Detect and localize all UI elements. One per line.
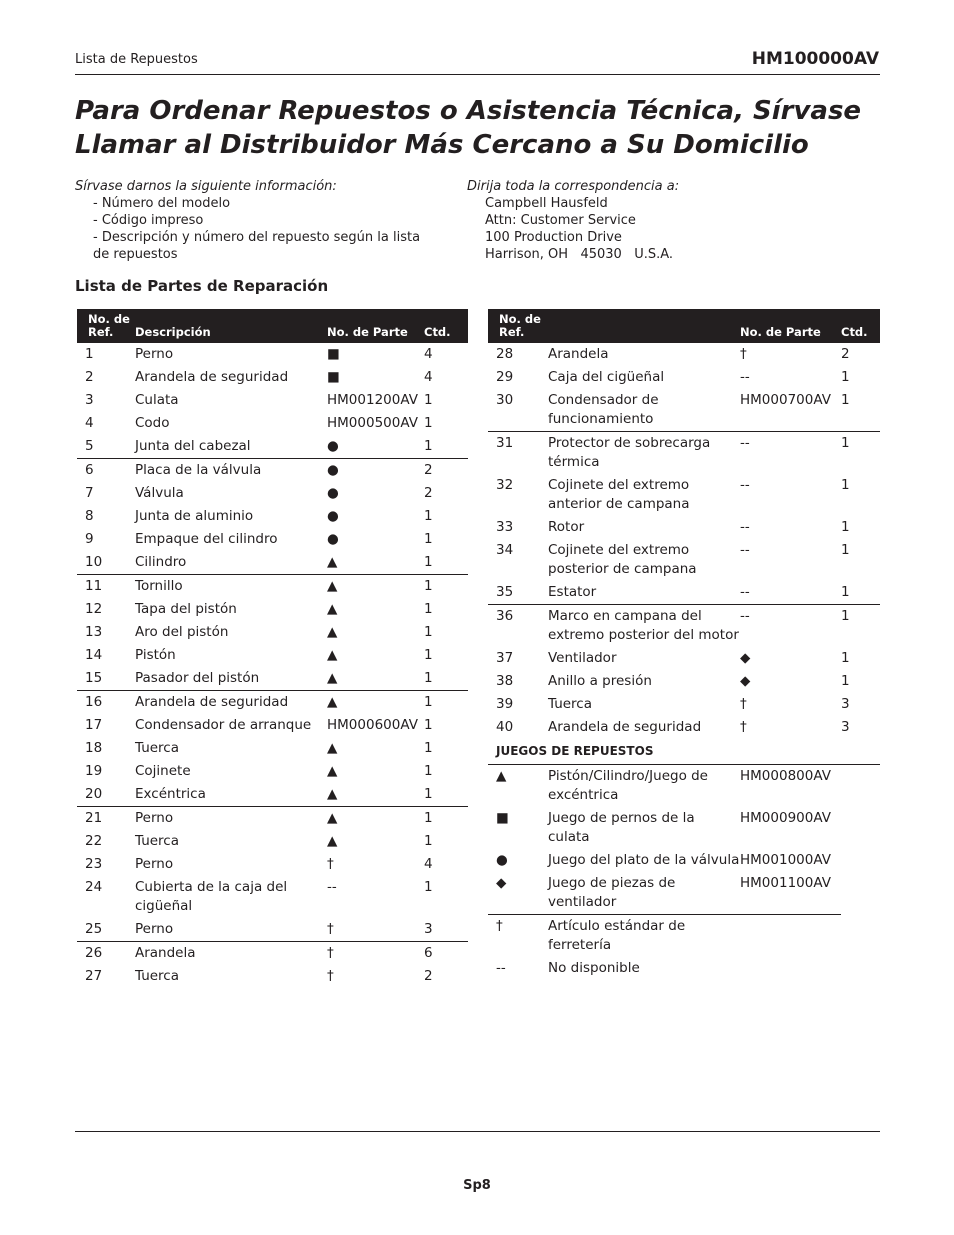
part-number: --: [740, 519, 750, 535]
part-quantity: 1: [424, 415, 433, 431]
ref-number: 21: [85, 810, 103, 826]
empty-cell: [841, 849, 880, 872]
part-description: Placa de la válvula: [135, 462, 262, 478]
part-description: Válvula: [135, 485, 184, 501]
part-quantity: 1: [841, 369, 850, 385]
empty-cell: [841, 957, 880, 980]
table-row: [488, 366, 880, 389]
part-quantity: 1: [424, 717, 433, 733]
ref-number: 2: [85, 369, 94, 385]
part-number: --: [740, 608, 750, 624]
part-quantity: 1: [424, 810, 433, 826]
ref-number: 18: [85, 740, 103, 756]
part-number: --: [740, 477, 750, 493]
table-row: [77, 528, 468, 551]
part-number: ▲: [327, 667, 424, 691]
kit-row: [488, 849, 880, 872]
correspondence-intro: Dirija toda la correspondencia a:: [467, 179, 680, 194]
ref-number: 17: [85, 717, 103, 733]
table-row: [77, 598, 468, 621]
part-number: ▲: [327, 694, 338, 710]
part-quantity: 1: [841, 581, 880, 605]
table-row: [77, 621, 468, 644]
table-row: [77, 853, 468, 876]
kit-symbol: ●: [496, 852, 508, 868]
part-number: ■: [327, 346, 340, 362]
part-quantity: 1: [424, 647, 433, 663]
part-number: †: [327, 918, 424, 942]
part-quantity: 1: [424, 783, 468, 807]
table-row: [77, 343, 468, 366]
part-quantity: 2: [424, 968, 433, 984]
part-quantity: 1: [424, 740, 433, 756]
legend-row: [488, 915, 880, 958]
kit-row: [488, 872, 880, 915]
ref-number: 5: [77, 435, 135, 459]
legend-row: [488, 957, 880, 980]
part-number: †: [740, 346, 747, 362]
part-quantity: 4: [424, 346, 433, 362]
table-row: [488, 670, 880, 693]
table-row: [77, 575, 468, 599]
part-number: HM000700AV: [740, 389, 841, 432]
part-number: †: [327, 856, 334, 872]
header-section-label: Lista de Repuestos: [75, 52, 198, 67]
part-number: ▲: [327, 783, 424, 807]
part-quantity: 3: [841, 696, 850, 712]
address-line: Attn: Customer Service: [485, 213, 636, 228]
ref-number: 8: [85, 508, 94, 524]
col-header-qty: Ctd.: [424, 309, 468, 343]
part-number: ▲: [327, 763, 338, 779]
part-description: Tapa del pistón: [135, 601, 237, 617]
legend-symbol: †: [496, 918, 503, 934]
ref-number: 34: [496, 542, 514, 558]
ref-number: 4: [85, 415, 94, 431]
ref-number: 10: [77, 551, 135, 575]
table-row: [77, 830, 468, 853]
ref-number: 7: [85, 485, 94, 501]
ref-number: 24: [85, 879, 103, 895]
part-quantity: 1: [841, 542, 850, 558]
empty-cell: [740, 915, 841, 958]
part-number: †: [740, 719, 747, 735]
ref-number: 37: [496, 650, 514, 666]
part-description: Cilindro: [135, 551, 327, 575]
table-row: [77, 807, 468, 831]
part-description: Culata: [135, 392, 179, 408]
kit-symbol: ◆: [488, 872, 548, 915]
kit-description: Juego del plato de la válvula: [548, 852, 740, 868]
ref-number: 22: [85, 833, 103, 849]
part-quantity: 1: [841, 435, 850, 451]
parts-table-right: [488, 309, 880, 980]
table-row: [77, 760, 468, 783]
part-quantity: 3: [424, 918, 468, 942]
info-request-item: - Código impreso: [93, 213, 204, 228]
col-header-ref: No. de Ref.: [77, 309, 135, 343]
part-description: Caja del cigüeñal: [548, 369, 665, 385]
part-quantity: 2: [424, 485, 433, 501]
kit-symbol: ▲: [496, 768, 507, 784]
ref-number: 26: [85, 945, 103, 961]
part-number: ◆: [740, 673, 751, 689]
table-row: [77, 389, 468, 412]
part-description: Perno: [135, 810, 174, 826]
part-quantity: 1: [841, 519, 850, 535]
ref-number: 29: [496, 369, 514, 385]
part-number: --: [327, 879, 337, 895]
part-quantity: 1: [424, 531, 433, 547]
part-quantity: 1: [424, 763, 433, 779]
ref-number: 31: [496, 435, 514, 451]
header-model-number: HM100000AV: [751, 49, 879, 69]
table-row: [488, 539, 880, 581]
part-number: --: [740, 435, 750, 451]
table-row: [488, 693, 880, 716]
part-quantity: 1: [841, 673, 850, 689]
part-number: ●: [327, 435, 424, 459]
part-quantity: 4: [424, 856, 433, 872]
parts-table-left-body: [77, 343, 468, 988]
part-description: Arandela: [135, 945, 196, 961]
col-header-desc: [548, 309, 740, 343]
table-row: [77, 783, 468, 807]
kit-description: Juego de pernos de la culata: [548, 810, 695, 845]
kit-part-number: HM001000AV: [740, 852, 831, 868]
part-description: Aro del pistón: [135, 624, 229, 640]
table-row: [77, 714, 468, 737]
part-description: Cojinete: [135, 763, 191, 779]
table-row: [488, 647, 880, 670]
part-number: ▲: [327, 740, 338, 756]
ref-number: 28: [496, 346, 514, 362]
part-description: Condensador de arranque: [135, 717, 312, 733]
table-row: [488, 432, 880, 475]
part-number: ●: [327, 508, 339, 524]
kit-row: [488, 765, 880, 808]
part-number: --: [740, 369, 750, 385]
ref-number: 33: [496, 519, 514, 535]
table-row: [488, 474, 880, 516]
ref-number: 38: [496, 673, 514, 689]
table-row: [77, 551, 468, 575]
part-quantity: 1: [424, 694, 433, 710]
table-row: [77, 918, 468, 942]
col-header-desc: Descripción: [135, 309, 327, 343]
ref-number: 11: [85, 578, 103, 594]
part-number: ●: [327, 531, 339, 547]
page-title: Para Ordenar Repuestos o Asistencia Técnica, Sírvase Llamar al Distribuidor Más Cercano a Su Domicilio: [75, 96, 862, 160]
table-row: [488, 581, 880, 605]
ref-number: 20: [77, 783, 135, 807]
col-header-part: No. de Parte: [740, 309, 841, 343]
info-request-item: - Descripción y número del repuesto según la lista de repuestos: [93, 230, 421, 262]
ref-number: 6: [85, 462, 94, 478]
empty-cell: [841, 807, 880, 849]
correspondence-block: [467, 178, 679, 263]
part-number: ◆: [740, 650, 751, 666]
part-quantity: 1: [424, 667, 468, 691]
part-description: Junta del cabezal: [135, 435, 327, 459]
part-quantity: 3: [841, 719, 850, 735]
ref-number: 35: [488, 581, 548, 605]
part-description: Rotor: [548, 519, 585, 535]
part-number: ▲: [327, 833, 338, 849]
ref-number: 14: [85, 647, 103, 663]
legend-description: Artículo estándar de ferretería: [548, 918, 686, 953]
part-description: Tuerca: [135, 740, 180, 756]
kit-part-number: HM000800AV: [740, 768, 831, 784]
part-number: †: [327, 945, 334, 961]
kits-heading-row: [488, 739, 880, 765]
part-quantity: 2: [424, 462, 433, 478]
kits-heading: JUEGOS DE REPUESTOS: [488, 739, 880, 765]
part-quantity: 1: [424, 624, 433, 640]
ref-number: 12: [85, 601, 103, 617]
table-row: [77, 366, 468, 389]
part-description: Cojinete del extremo posterior de campana: [548, 542, 697, 577]
part-quantity: 1: [424, 833, 433, 849]
part-description: Junta de aluminio: [135, 508, 254, 524]
table-row: [77, 876, 468, 918]
empty-cell: [841, 915, 880, 958]
ref-number: 9: [85, 531, 94, 547]
part-number: †: [740, 696, 747, 712]
part-quantity: 1: [424, 508, 433, 524]
part-quantity: 1: [841, 389, 880, 432]
part-description: Ventilador: [548, 650, 617, 666]
empty-cell: [841, 872, 880, 915]
ref-number: 1: [85, 346, 94, 362]
part-description: Empaque del cilindro: [135, 531, 278, 547]
part-quantity: 1: [424, 578, 433, 594]
address-line: Campbell Hausfeld: [485, 196, 608, 211]
kit-part-number: HM001100AV: [740, 872, 841, 915]
ref-number: 19: [85, 763, 103, 779]
parts-table-left: [77, 309, 468, 988]
info-request-item: - Número del modelo: [93, 196, 231, 211]
part-quantity: 1: [841, 477, 850, 493]
part-number: ▲: [327, 624, 338, 640]
col-header-ref: No. de Ref.: [488, 309, 548, 343]
part-number: HM000600AV: [327, 717, 418, 733]
kit-part-number: HM000900AV: [740, 810, 831, 826]
part-description: Arandela de seguridad: [548, 719, 702, 735]
address-line: Harrison, OH 45030 U.S.A.: [485, 247, 674, 262]
ref-number: 32: [496, 477, 514, 493]
part-quantity: 2: [841, 346, 850, 362]
kit-symbol: ■: [496, 810, 509, 826]
part-number: ▲: [327, 601, 338, 617]
table-row: [77, 644, 468, 667]
part-quantity: 1: [424, 392, 433, 408]
col-header-qty: Ctd.: [841, 309, 880, 343]
part-description: Arandela: [548, 346, 609, 362]
part-description: Arandela de seguridad: [135, 369, 289, 385]
part-quantity: 4: [424, 369, 433, 385]
part-description: Tuerca: [135, 833, 180, 849]
part-description: Perno: [135, 856, 174, 872]
table-row: [77, 942, 468, 966]
part-description: Excéntrica: [135, 783, 327, 807]
ref-number: 25: [77, 918, 135, 942]
legend-symbol: --: [496, 960, 506, 976]
table-row: [488, 516, 880, 539]
parts-table-right-body: [488, 343, 880, 980]
part-number: ▲: [327, 551, 424, 575]
parts-list-heading: Lista de Partes de Reparación: [75, 277, 329, 295]
part-quantity: 1: [424, 879, 433, 895]
part-number: --: [740, 542, 750, 558]
part-quantity: 1: [841, 608, 850, 624]
part-quantity: 1: [424, 435, 468, 459]
ref-number: 40: [496, 719, 514, 735]
table-row: [488, 605, 880, 648]
table-row: [77, 482, 468, 505]
table-row: [488, 716, 880, 739]
table-row: [77, 737, 468, 760]
part-number: ▲: [327, 647, 338, 663]
table-row: [77, 459, 468, 483]
part-description: Arandela de seguridad: [135, 694, 289, 710]
table-row: [77, 691, 468, 715]
part-description: Estator: [548, 581, 740, 605]
part-description: Condensador de funcionamiento: [548, 389, 740, 432]
ref-number: 36: [496, 608, 514, 624]
part-description: Marco en campana del extremo posterior del motor: [548, 608, 739, 643]
part-number: HM000500AV: [327, 415, 418, 431]
table-row: [488, 343, 880, 366]
part-description: Codo: [135, 415, 170, 431]
part-number: HM001200AV: [327, 392, 418, 408]
part-number: --: [740, 581, 841, 605]
part-description: Perno: [135, 346, 174, 362]
footer-divider: [75, 1131, 880, 1132]
part-description: Perno: [135, 918, 327, 942]
table-row: [77, 435, 468, 459]
ref-number: 23: [85, 856, 103, 872]
header-divider: [75, 74, 880, 75]
info-request-block: [75, 178, 423, 263]
part-quantity: 1: [841, 650, 850, 666]
ref-number: 13: [85, 624, 103, 640]
part-number: ●: [327, 485, 339, 501]
ref-number: 3: [85, 392, 94, 408]
part-description: Tuerca: [135, 968, 180, 984]
ref-number: 39: [496, 696, 514, 712]
kit-description: Juego de piezas de ventilador: [548, 872, 740, 915]
page-number: Sp8: [463, 1178, 491, 1193]
part-number: ●: [327, 462, 339, 478]
info-request-intro: Sírvase darnos la siguiente información:: [75, 179, 337, 194]
table-row: [77, 505, 468, 528]
table-row: [488, 389, 880, 432]
part-description: Tornillo: [135, 578, 183, 594]
part-quantity: 1: [424, 601, 433, 617]
col-header-part: No. de Parte: [327, 309, 424, 343]
ref-number: 27: [85, 968, 103, 984]
part-description: Cojinete del extremo anterior de campana: [548, 477, 690, 512]
part-number: ▲: [327, 810, 338, 826]
kit-description: Pistón/Cilindro/Juego de excéntrica: [548, 768, 708, 803]
ref-number: 30: [488, 389, 548, 432]
table-row: [77, 412, 468, 435]
part-description: Cubierta de la caja del cigüeñal: [135, 879, 288, 914]
kit-row: [488, 807, 880, 849]
table-row: [77, 965, 468, 988]
part-number: ■: [327, 369, 340, 385]
part-number: ▲: [327, 578, 338, 594]
part-quantity: 6: [424, 945, 433, 961]
legend-description: No disponible: [548, 960, 640, 976]
empty-cell: [841, 765, 880, 808]
part-quantity: 1: [424, 551, 468, 575]
part-description: Tuerca: [548, 696, 593, 712]
empty-cell: [740, 957, 841, 980]
part-number: †: [327, 968, 334, 984]
part-description: Protector de sobrecarga térmica: [548, 435, 711, 470]
part-description: Pistón: [135, 647, 176, 663]
ref-number: 15: [77, 667, 135, 691]
ref-number: 16: [85, 694, 103, 710]
table-row: [77, 667, 468, 691]
part-description: Pasador del pistón: [135, 667, 327, 691]
part-description: Anillo a presión: [548, 673, 652, 689]
address-line: 100 Production Drive: [485, 230, 622, 245]
